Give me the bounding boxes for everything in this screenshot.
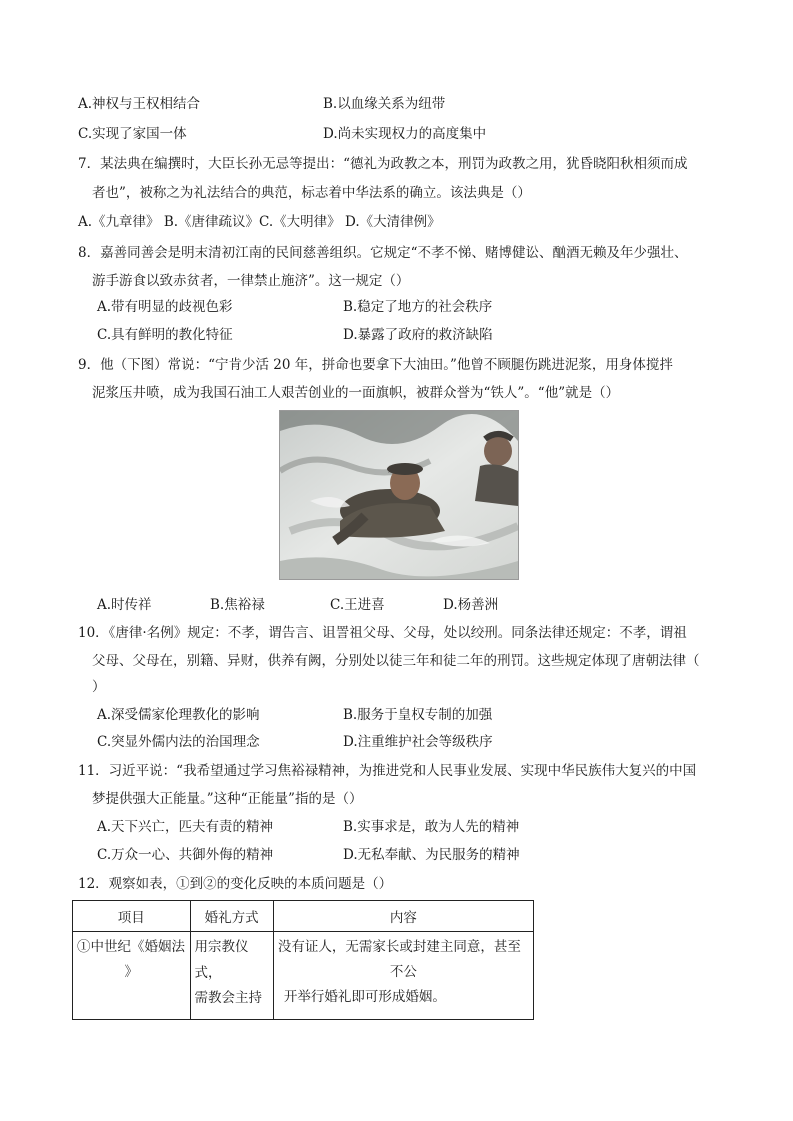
item-line2: 》 [124,964,138,980]
q11-option-a: A.天下兴亡，匹夫有责的精神 [97,819,274,835]
q12-stem: 12．观察如表，①到②的变化反映的本质问题是（） [78,876,393,892]
q9-option-a: A.时传祥 [97,597,152,613]
q11-option-c: C.万众一心、共御外侮的精神 [97,847,274,863]
q10-option-c: C.突显外儒内法的治国理念 [97,734,260,750]
q9-option-d: D.杨善洲 [443,597,499,613]
q7-options: A.《九章律》 B.《唐律疏议》C.《大明律》 D.《大清律例》 [78,214,441,230]
q11-option-b: B.实事求是，敢为人先的精神 [343,819,520,835]
mud-worker-image [280,411,518,579]
table-header-row [73,901,534,932]
q9-stem-line2: 泥浆压井喷，成为我国石油工人艰苦创业的一面旗帜，被群众誉为“铁人”。“他”就是（） [92,385,620,401]
q11-option-d: D.无私奉献、为民服务的精神 [343,847,520,863]
method-line1: 用宗教仪式， [194,939,249,981]
worker-photo [279,410,519,580]
q8-option-d: D.暴露了政府的救济缺陷 [343,327,493,343]
q6-option-a: A.神权与王权相结合 [78,96,201,112]
table-cell-method [190,932,273,1020]
q10-stem-line2: 父母、父母在，别籍、异财，供养有阙，分别处以徒三年和徒二年的刑罚。这些规定体现了唐朝法律（ [92,653,700,669]
table-header-item: 项目 [73,901,191,932]
q8-option-c: C.具有鲜明的教化特征 [97,327,233,343]
content-line3: 开举行婚礼即可形成婚姻。 [283,989,446,1005]
q10-option-b: B.服务于皇权专制的加强 [343,707,493,723]
q7-stem-line2: 者也”，被称之为礼法结合的典范，标志着中华法系的确立。该法典是（） [92,185,531,201]
q8-option-a: A.带有明显的歧视色彩 [97,299,233,315]
q8-stem-line2: 游手游食以致赤贫者，一律禁止施济”。这一规定（） [92,273,410,289]
q11-stem-line2: 梦提供强大正能量。”这种“正能量”指的是（） [92,791,363,807]
q8-stem-line1: 8．嘉善同善会是明末清初江南的民间慈善组织。它规定“不孝不悌、赌博健讼、酗酒无赖及年少强壮、 [78,245,688,261]
q8-option-b: B.稳定了地方的社会秩序 [343,299,493,315]
table-header-content: 内容 [273,901,533,932]
q10-stem-line1: 10．《唐律·名例》规定：不孝，谓告言、诅詈祖父母、父母，处以绞刑。同条法律还规定：不孝，谓祖 [78,625,687,641]
content-line1: 没有证人，无需家长或封建主同意，甚至 [277,939,521,955]
table-cell-content [273,932,533,1020]
q11-stem-line1: 11．习近平说：“我希望通过学习焦裕禄精神，为推进党和人民事业发展、实现中华民族伟大复兴的中国 [78,763,697,779]
marriage-table [72,900,534,1020]
table-row [73,932,534,1020]
content-line2: 不公 [389,964,417,980]
q6-option-d: D.尚未实现权力的高度集中 [323,126,487,142]
q6-option-c: C.实现了家国一体 [78,126,187,142]
q7-stem-line1: 7．某法典在编撰时，大臣长孙无忌等提出：“德礼为政教之本，刑罚为政教之用，犹昏晓阳秋相须而成 [78,156,688,172]
q9-option-c: C.王进喜 [330,597,385,613]
method-line2: 需教会主持 [194,990,262,1006]
q10-option-d: D.注重维护社会等级秩序 [343,734,493,750]
q9-option-b: B.焦裕禄 [210,597,265,613]
q10-option-a: A.深受儒家伦理教化的影响 [97,707,260,723]
q6-option-b: B.以血缘关系为纽带 [323,96,446,112]
q10-stem-line3: ） [92,679,106,695]
item-line1: ①中世纪《婚姻法 [77,939,185,955]
table-cell-item [73,932,191,1020]
q9-stem-line1: 9．他（下图）常说：“宁肯少活 20 年，拼命也要拿下大油田。”他曾不顾腿伤跳进泥浆，用身体搅拌 [78,357,673,373]
table-header-method: 婚礼方式 [190,901,273,932]
